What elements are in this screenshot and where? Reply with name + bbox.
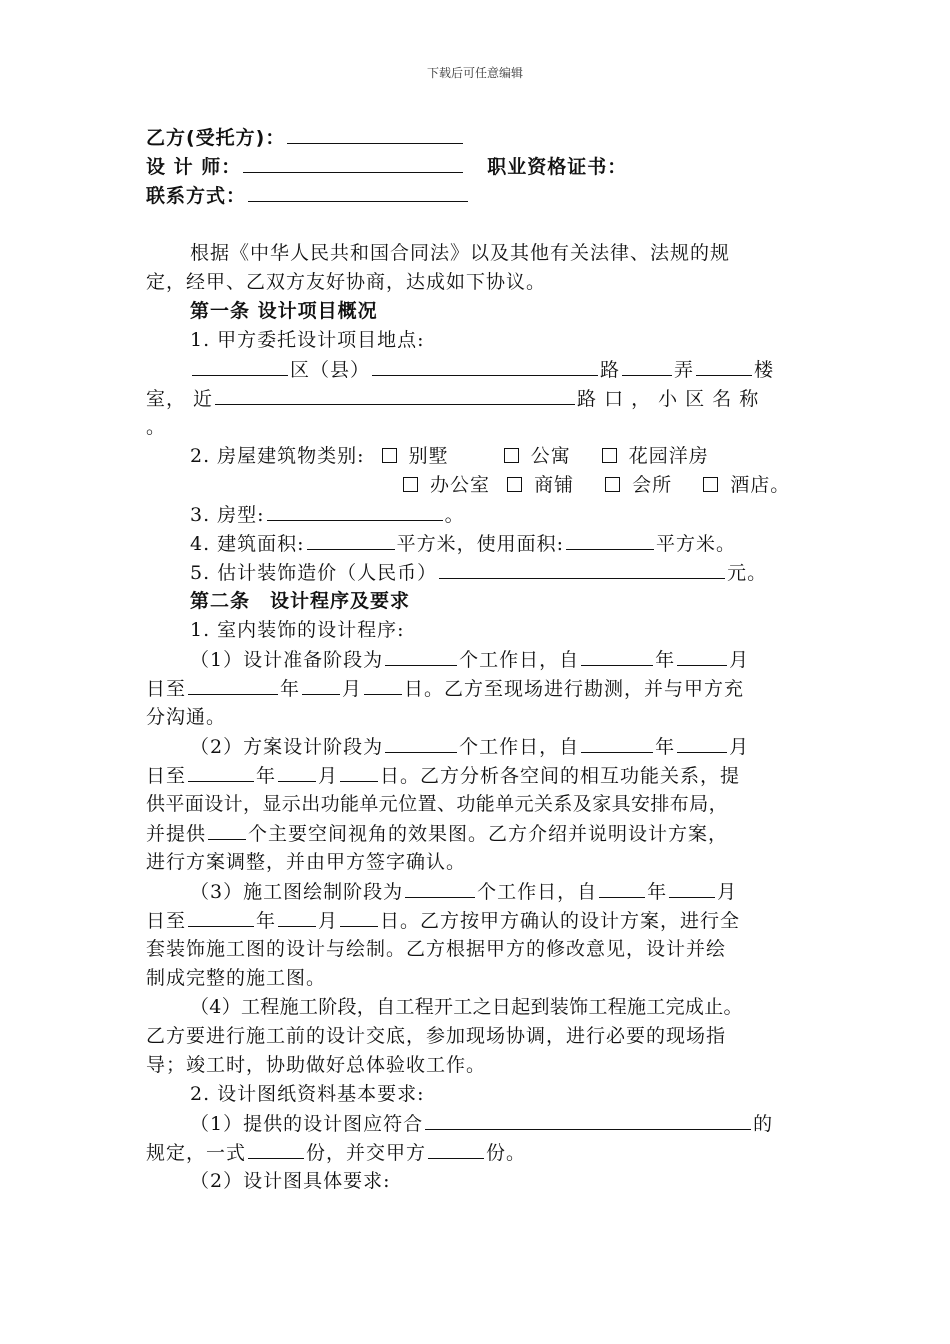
building-type-line-1 bbox=[190, 442, 709, 470]
stage1-to-day-blank[interactable] bbox=[188, 674, 278, 695]
checkbox-garden-house[interactable] bbox=[602, 448, 617, 463]
type-hotel: 酒店。 bbox=[730, 474, 791, 496]
stage2-to: 日至 bbox=[146, 765, 187, 787]
stage3-from-month-blank[interactable] bbox=[669, 877, 715, 898]
building-blank[interactable] bbox=[696, 355, 752, 376]
stage1-from: 个工作日，自 bbox=[459, 649, 580, 671]
party-b-blank[interactable] bbox=[287, 123, 463, 144]
stage3-days-blank[interactable] bbox=[405, 877, 475, 898]
stage2-from-month-blank[interactable] bbox=[677, 732, 727, 753]
stage3-from: 个工作日，自 bbox=[477, 881, 598, 903]
req1-deliver-blank[interactable] bbox=[428, 1138, 484, 1159]
stage1-line-3: 分沟通。 bbox=[146, 706, 227, 728]
stage1-from-month-blank[interactable] bbox=[677, 645, 727, 666]
req2-line: （2）设计图具体要求: bbox=[190, 1170, 391, 1192]
intro-line-1: 根据《中华人民共和国合同法》以及其他有关法律、法规的规 bbox=[190, 242, 731, 264]
stage2-month: 月 bbox=[729, 736, 750, 758]
cost-unit: 元。 bbox=[727, 562, 768, 584]
intro-line-2: 定，经甲、乙双方友好协商，达成如下协议。 bbox=[146, 271, 547, 293]
req1-copies-blank[interactable] bbox=[248, 1138, 304, 1159]
stage3-to: 日至 bbox=[146, 910, 187, 932]
article2-item1: 1. 室内装饰的设计程序: bbox=[190, 619, 405, 641]
stage1-label: （1）设计准备阶段为 bbox=[190, 649, 384, 671]
req1-of: 的 bbox=[753, 1113, 774, 1135]
address-line-1 bbox=[190, 355, 774, 384]
checkbox-villa[interactable] bbox=[382, 448, 397, 463]
stage1-to-year: 年 bbox=[280, 678, 301, 700]
party-b-line bbox=[146, 123, 465, 152]
contact-label: 联系方式： bbox=[146, 185, 247, 207]
stage3-line-4: 制成完整的施工图。 bbox=[146, 967, 327, 989]
stage2-to-month-blank[interactable] bbox=[340, 761, 378, 782]
crossing-label: 路 口 ， 小 区 名 称 bbox=[577, 388, 760, 410]
district-label: 区（县） bbox=[290, 359, 371, 381]
building-area-blank[interactable] bbox=[307, 529, 395, 550]
stage1-year: 年 bbox=[655, 649, 676, 671]
building-label: 楼 bbox=[754, 359, 775, 381]
stage1-line-1 bbox=[190, 645, 749, 674]
page-header: 下载后可任意编辑 bbox=[426, 66, 523, 80]
lane-label: 弄 bbox=[674, 359, 695, 381]
room-type-label: 3. 房型: bbox=[190, 504, 265, 526]
stage1-desc: 日。乙方至现场进行勘测，并与甲方充 bbox=[404, 678, 745, 700]
stage3-label: （3）施工图绘制阶段为 bbox=[190, 881, 404, 903]
stage4-line-3: 导；竣工时，协助做好总体验收工作。 bbox=[146, 1054, 487, 1076]
stage2-line-1 bbox=[190, 732, 749, 761]
stage2-views-desc: 个主要空间视角的效果图。乙方介绍并说明设计方案， bbox=[248, 823, 729, 845]
room-type-blank[interactable] bbox=[267, 500, 443, 521]
area-line bbox=[190, 529, 736, 558]
stage3-from-year-blank[interactable] bbox=[599, 877, 645, 898]
cost-blank[interactable] bbox=[439, 558, 725, 579]
stage3-to-day-blank[interactable] bbox=[188, 906, 254, 927]
building-type-label: 2. 房屋建筑物类别: bbox=[190, 445, 365, 467]
cost-line bbox=[190, 558, 767, 587]
req1-standard-blank[interactable] bbox=[425, 1109, 751, 1130]
stage3-to-year: 年 bbox=[256, 910, 277, 932]
area-unit: 平方米。 bbox=[655, 533, 736, 555]
stage3-month: 月 bbox=[717, 881, 738, 903]
stage2-year: 年 bbox=[655, 736, 676, 758]
stage2-to-day-blank[interactable] bbox=[188, 761, 254, 782]
article1-title: 第一条 设计项目概况 bbox=[190, 300, 378, 322]
contact-blank[interactable] bbox=[248, 181, 468, 202]
checkbox-club[interactable] bbox=[605, 477, 620, 492]
stage2-days-blank[interactable] bbox=[385, 732, 457, 753]
req1-line-1 bbox=[190, 1109, 773, 1138]
stage2-to-year: 年 bbox=[256, 765, 277, 787]
party-b-label: 乙方(受托方)： bbox=[146, 127, 286, 149]
req1-label: （1）提供的设计图应符合 bbox=[190, 1113, 424, 1135]
stage2-label: （2）方案设计阶段为 bbox=[190, 736, 384, 758]
cert-label: 职业资格证书： bbox=[487, 156, 628, 178]
checkbox-hotel[interactable] bbox=[703, 477, 718, 492]
stage2-to-year-blank[interactable] bbox=[278, 761, 316, 782]
road-blank[interactable] bbox=[372, 355, 598, 376]
stage1-to-year-blank[interactable] bbox=[302, 674, 340, 695]
designer-blank[interactable] bbox=[243, 152, 463, 173]
usable-area-label: 平方米，使用面积: bbox=[396, 533, 564, 555]
stage1-line-2 bbox=[146, 674, 744, 703]
stage2-from-year-blank[interactable] bbox=[581, 732, 653, 753]
stage1-to: 日至 bbox=[146, 678, 187, 700]
stage2-views-blank[interactable] bbox=[208, 819, 246, 840]
stage3-line-3: 套装饰施工图的设计与绘制。乙方根据甲方的修改意见，设计并绘 bbox=[146, 938, 727, 960]
stage2-provide: 并提供 bbox=[146, 823, 207, 845]
stage1-days-blank[interactable] bbox=[385, 645, 457, 666]
address-line-2 bbox=[146, 384, 759, 413]
contact-line bbox=[146, 181, 470, 210]
article2-item2: 2. 设计图纸资料基本要求: bbox=[190, 1083, 425, 1105]
lane-blank[interactable] bbox=[622, 355, 672, 376]
checkbox-office[interactable] bbox=[403, 477, 418, 492]
type-office: 办公室 bbox=[430, 474, 491, 496]
building-area-label: 4. 建筑面积: bbox=[190, 533, 305, 555]
stage3-year: 年 bbox=[647, 881, 668, 903]
district-blank[interactable] bbox=[192, 355, 288, 376]
req1-line-2 bbox=[146, 1138, 526, 1167]
room-type-end: 。 bbox=[444, 504, 465, 526]
checkbox-shop[interactable] bbox=[507, 477, 522, 492]
room-near-label: 室， 近 bbox=[146, 388, 214, 410]
stage3-line-1 bbox=[190, 877, 737, 906]
checkbox-apartment[interactable] bbox=[504, 448, 519, 463]
stage2-to-month: 月 bbox=[318, 765, 339, 787]
stage2-desc: 日。乙方分析各空间的相互功能关系，提 bbox=[380, 765, 741, 787]
road-label: 路 bbox=[600, 359, 621, 381]
stage3-desc: 日。乙方按甲方确认的设计方案，进行全 bbox=[380, 910, 741, 932]
type-villa: 别墅 bbox=[408, 445, 449, 467]
designer-line bbox=[146, 152, 627, 181]
type-shop: 商铺 bbox=[534, 474, 575, 496]
stage4-line-1: （4）工程施工阶段，自工程开工之日起到装饰工程施工完成止。 bbox=[190, 996, 743, 1018]
type-garden-house: 花园洋房 bbox=[628, 445, 709, 467]
type-apartment: 公寓 bbox=[530, 445, 571, 467]
stage3-to-month-blank[interactable] bbox=[340, 906, 378, 927]
req1-unit: 份。 bbox=[486, 1142, 527, 1164]
usable-area-blank[interactable] bbox=[566, 529, 654, 550]
cost-label: 5. 估计装饰造价（人民币） bbox=[190, 562, 438, 584]
stage1-from-year-blank[interactable] bbox=[581, 645, 653, 666]
stage3-to-year-blank[interactable] bbox=[278, 906, 316, 927]
stage1-to-month: 月 bbox=[342, 678, 363, 700]
article2-title: 第二条 设计程序及要求 bbox=[190, 590, 411, 612]
address-end-mark: 。 bbox=[146, 416, 167, 438]
room-type-line bbox=[190, 500, 465, 529]
stage2-line-2 bbox=[146, 761, 740, 790]
article1-item1: 1. 甲方委托设计项目地点: bbox=[190, 329, 425, 351]
stage2-from: 个工作日，自 bbox=[459, 736, 580, 758]
type-club: 会所 bbox=[632, 474, 673, 496]
building-type-line-2 bbox=[401, 471, 790, 499]
req1-deliver-label: 份，并交甲方 bbox=[306, 1142, 427, 1164]
stage2-line-5: 进行方案调整，并由甲方签字确认。 bbox=[146, 851, 467, 873]
stage2-line-3: 供平面设计，显示出功能单元位置、功能单元关系及家具安排布局， bbox=[146, 793, 729, 815]
stage3-line-2 bbox=[146, 906, 740, 935]
req1-copies-label: 规定，一式 bbox=[146, 1142, 247, 1164]
near-road-blank[interactable] bbox=[215, 384, 575, 405]
stage1-to-month-blank[interactable] bbox=[364, 674, 402, 695]
stage2-line-4 bbox=[146, 819, 728, 848]
stage3-to-month: 月 bbox=[318, 910, 339, 932]
stage4-line-2: 乙方要进行施工前的设计交底，参加现场协调，进行必要的现场指 bbox=[146, 1025, 727, 1047]
designer-label: 设 计 师： bbox=[146, 156, 242, 178]
stage1-month: 月 bbox=[729, 649, 750, 671]
